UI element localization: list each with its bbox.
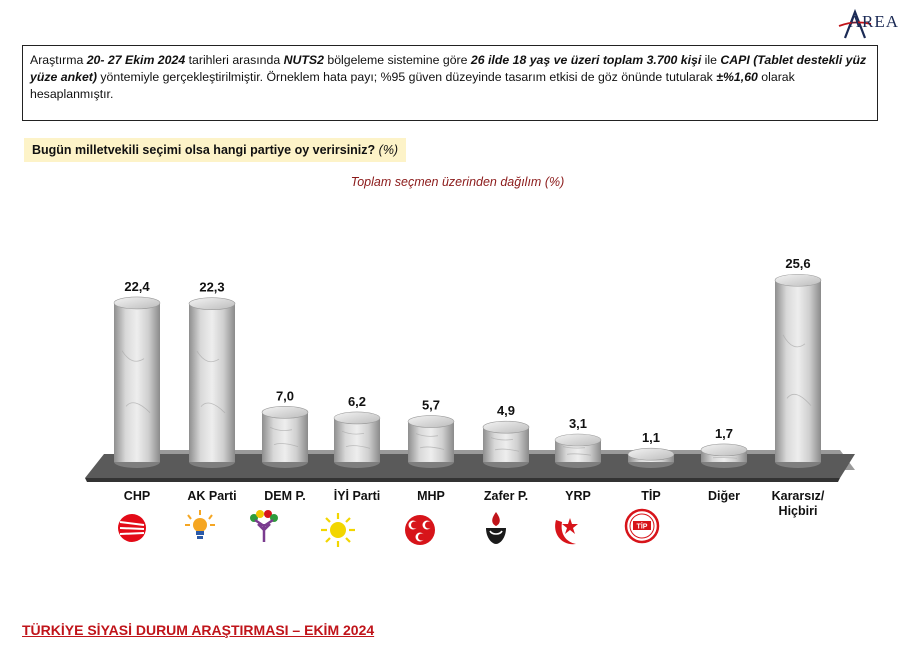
yrp-crescent-icon — [550, 512, 586, 548]
methodology-segment: Araştırma — [30, 53, 87, 67]
category-label: YRP — [565, 489, 591, 503]
data-label: 5,7 — [421, 397, 441, 413]
akp-lightbulb-icon — [182, 508, 218, 544]
bar-top — [189, 298, 235, 310]
methodology-segment: yöntemiyle gerçekleştirilmiştir. Örneklem hata payı; %95 güven düzeyinde tasarım etkisi de göz önünde tutularak — [96, 70, 717, 84]
methodology-segment: ile — [701, 53, 721, 67]
mhp-crescents-icon — [402, 512, 438, 548]
category-label: TİP — [641, 489, 661, 503]
methodology-segment: ±%1,60 — [716, 70, 758, 84]
bar — [114, 303, 160, 462]
data-label: 7,0 — [275, 388, 295, 404]
chart-subtitle: Toplam seçmen üzerinden dağılım (%) — [350, 175, 565, 189]
logo-text: AREA — [848, 12, 899, 31]
bar-top — [262, 406, 308, 418]
methodology-segment: CAPI (Tablet destekli yüz yüze anket) — [30, 53, 867, 84]
data-label: 1,7 — [714, 425, 734, 441]
data-label: 4,9 — [496, 403, 516, 419]
methodology-segment: 20- 27 Ekim 2024 — [86, 53, 186, 67]
bar — [775, 280, 821, 462]
methodology-segment: olarak hesaplanmıştır. — [30, 70, 795, 101]
bar-top — [701, 444, 747, 456]
bar — [334, 418, 380, 462]
bar — [262, 412, 308, 462]
data-label: 1,1 — [641, 430, 661, 446]
methodology-segment: NUTS2 — [283, 53, 324, 67]
zafer-flame-icon — [478, 510, 514, 546]
iyi-sun-icon — [320, 512, 356, 548]
methodology-segment: bölgeleme sistemine göre — [323, 53, 471, 67]
bar-top — [628, 448, 674, 460]
data-label: 25,6 — [785, 256, 811, 272]
category-label: DEM P. — [264, 489, 306, 503]
bar — [189, 304, 235, 462]
bar-top — [408, 416, 454, 428]
data-label: 22,3 — [199, 279, 225, 295]
question-unit: (%) — [378, 143, 399, 157]
report-title: TÜRKİYE SİYASİ DURUM ARAŞTIRMASI – EKİM 2024 — [22, 622, 375, 638]
category-label: Hiçbiri — [778, 504, 818, 518]
category-label: Diğer — [708, 489, 740, 503]
category-label: İYİ Parti — [333, 489, 381, 503]
question-text: Bugün milletvekili seçimi olsa hangi partiye oy verirsiniz? — [32, 143, 376, 157]
bar-top — [775, 274, 821, 286]
bar-top — [555, 434, 601, 446]
chart-floor-edge — [85, 478, 840, 482]
category-label: Zafer P. — [483, 489, 529, 503]
methodology-segment: tarihleri arasında — [185, 53, 284, 67]
tip-stamp-icon — [624, 508, 660, 544]
category-label: MHP — [417, 489, 445, 503]
bar-top — [114, 297, 160, 309]
data-label: 3,1 — [568, 415, 588, 431]
methodology-segment: 26 ilde 18 yaş ve üzeri toplam 3.700 kişi — [470, 53, 702, 67]
bar-top — [483, 421, 529, 433]
data-label: 22,4 — [124, 278, 150, 294]
category-label: AK Parti — [187, 489, 237, 503]
bar-top — [334, 412, 380, 424]
data-label: 6,2 — [347, 393, 367, 409]
category-label: Kararsız/ — [771, 489, 825, 503]
dem-tree-icon — [246, 508, 282, 544]
category-label: CHP — [123, 489, 151, 503]
svg-text:TİP: TİP — [636, 523, 648, 531]
chp-six-arrows-icon — [114, 510, 150, 546]
